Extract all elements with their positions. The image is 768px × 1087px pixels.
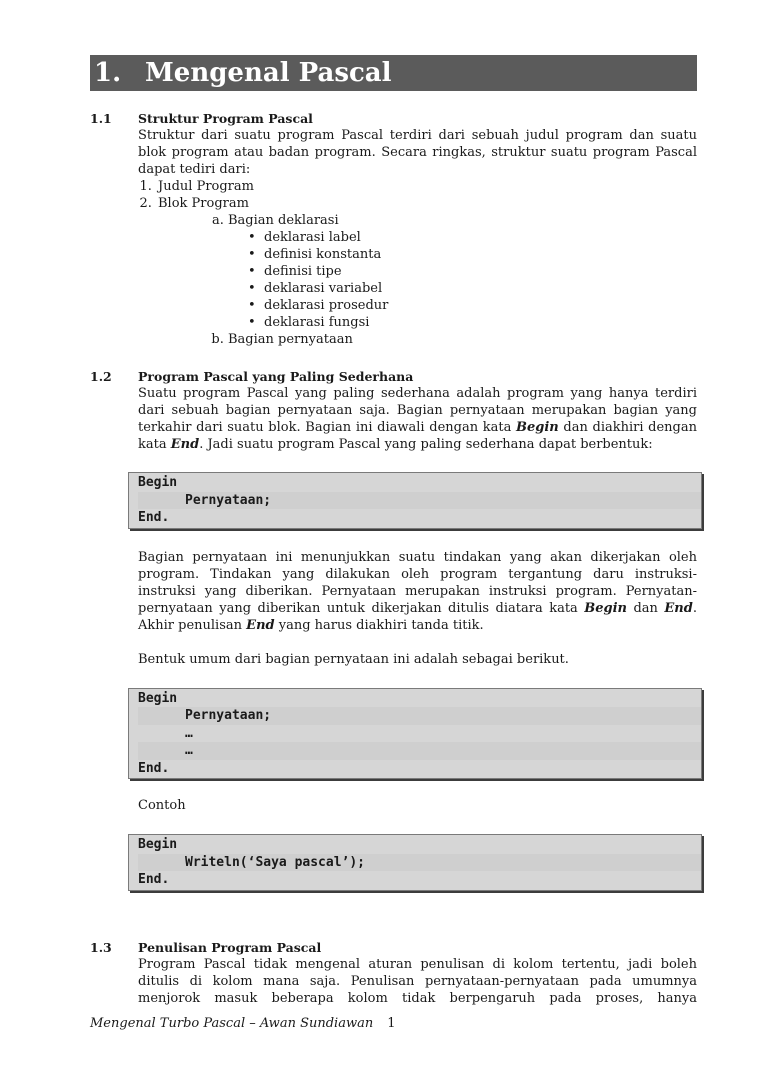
text-run: . Jadi suatu program Pascal yang paling sederhana dapat berbentuk:	[199, 437, 653, 452]
sub-list-item	[228, 212, 697, 331]
sub-list	[158, 212, 697, 348]
bullet-item: • deklarasi prosedur	[248, 297, 697, 314]
paragraph: Program Pascal tidak mengenal aturan penulisan di kolom tertentu, jadi boleh ditulis di kolom mana saja. Penulisan pernyataan-pernyataan pada umumnya menjorok masuk beberapa kolom tidak berpengaruh pada proses, hanya	[138, 957, 697, 1006]
code-line: Begin	[138, 690, 178, 706]
text-run: dan	[627, 600, 665, 616]
example-label: Contoh	[138, 798, 186, 813]
text-run: Bagian pernyataan ini menunjukkan suatu tindakan yang akan dikerjakan oleh program. Tindakan yang dilakukan oleh program tergantung daru instruksi-instruksi yang diberikan. Pernyataan merupakan instruksi program. Pernyatan-pernyataan yang diberikan untuk dikerjakan ditulis diatara kata	[138, 549, 697, 616]
code-block	[128, 834, 702, 891]
list-item-label: Blok Program	[158, 196, 249, 211]
keyword-end: End	[664, 600, 693, 616]
text-run: yang harus diakhiri tanda titik.	[274, 617, 484, 633]
paragraph: Struktur dari suatu program Pascal terdiri dari sebuah judul program dan suatu blok program atau badan program. Secara ringkas, struktur suatu program Pascal dapat tediri dari:	[138, 128, 697, 177]
keyword-end: End	[170, 437, 200, 452]
code-line: Begin	[138, 837, 178, 852]
page-number: 1	[387, 1016, 396, 1031]
paragraph	[138, 549, 697, 634]
bullet-item: • definisi tipe	[248, 263, 697, 280]
bullet-item: • deklarasi fungsi	[248, 314, 697, 331]
section-title: Program Pascal yang Paling Sederhana	[138, 369, 414, 384]
chapter-number: 1.	[94, 58, 122, 88]
code-line: …	[138, 742, 701, 760]
code-line: End.	[138, 872, 170, 887]
list-item	[156, 195, 697, 348]
bullet-item: • deklarasi label	[248, 229, 697, 246]
paragraph: Bentuk umum dari bagian pernyataan ini adalah sebagai berikut.	[138, 651, 569, 667]
code-line: End.	[138, 510, 170, 525]
bullet-item: • deklarasi variabel	[248, 280, 697, 297]
bullet-list	[228, 229, 697, 331]
code-line: Writeln(‘Saya pascal’);	[138, 854, 701, 872]
section-number: 1.3	[90, 940, 112, 955]
code-block	[128, 688, 702, 780]
bullet-item: • definisi konstanta	[248, 246, 697, 263]
code-line: …	[185, 725, 193, 741]
page-footer	[90, 1015, 395, 1032]
list-item: 1. Judul Program	[156, 178, 697, 195]
code-block	[128, 472, 702, 529]
section-number: 1.2	[90, 369, 112, 384]
code-line: Pernyataan;	[138, 707, 701, 725]
chapter-heading	[90, 55, 697, 91]
structure-list	[138, 178, 697, 348]
section-1-3	[90, 939, 697, 1007]
section-1-1	[90, 110, 697, 348]
chapter-title: Mengenal Pascal	[145, 58, 392, 88]
sub-list-item: b. Bagian pernyataan	[228, 331, 697, 348]
section-title: Struktur Program Pascal	[138, 111, 313, 126]
section-number: 1.1	[90, 111, 112, 126]
code-line: Pernyataan;	[138, 492, 701, 510]
section-1-2	[90, 368, 697, 891]
code-line: End.	[138, 760, 170, 776]
sub-list-item-label: Bagian deklarasi	[228, 213, 339, 228]
keyword-begin: Begin	[516, 420, 559, 435]
section-title: Penulisan Program Pascal	[138, 940, 322, 955]
text-run: Suatu program Pascal yang paling sederhana adalah program yang hanya terdiri dari sebuah bagian pernyataan saja. Bagian pernyataan merupakan bagian yang terkahir dari suatu blok. Bagian ini diawali dengan kata	[138, 386, 697, 435]
code-line: Begin	[138, 475, 178, 490]
text-run: . Akhir penulisan	[138, 600, 697, 633]
footer-text: Mengenal Turbo Pascal – Awan Sundiawan	[90, 1016, 374, 1031]
paragraph	[138, 385, 697, 453]
keyword-end: End	[246, 617, 275, 633]
keyword-begin: Begin	[584, 600, 628, 616]
text-run: dan diakhiri dengan kata	[138, 420, 697, 452]
